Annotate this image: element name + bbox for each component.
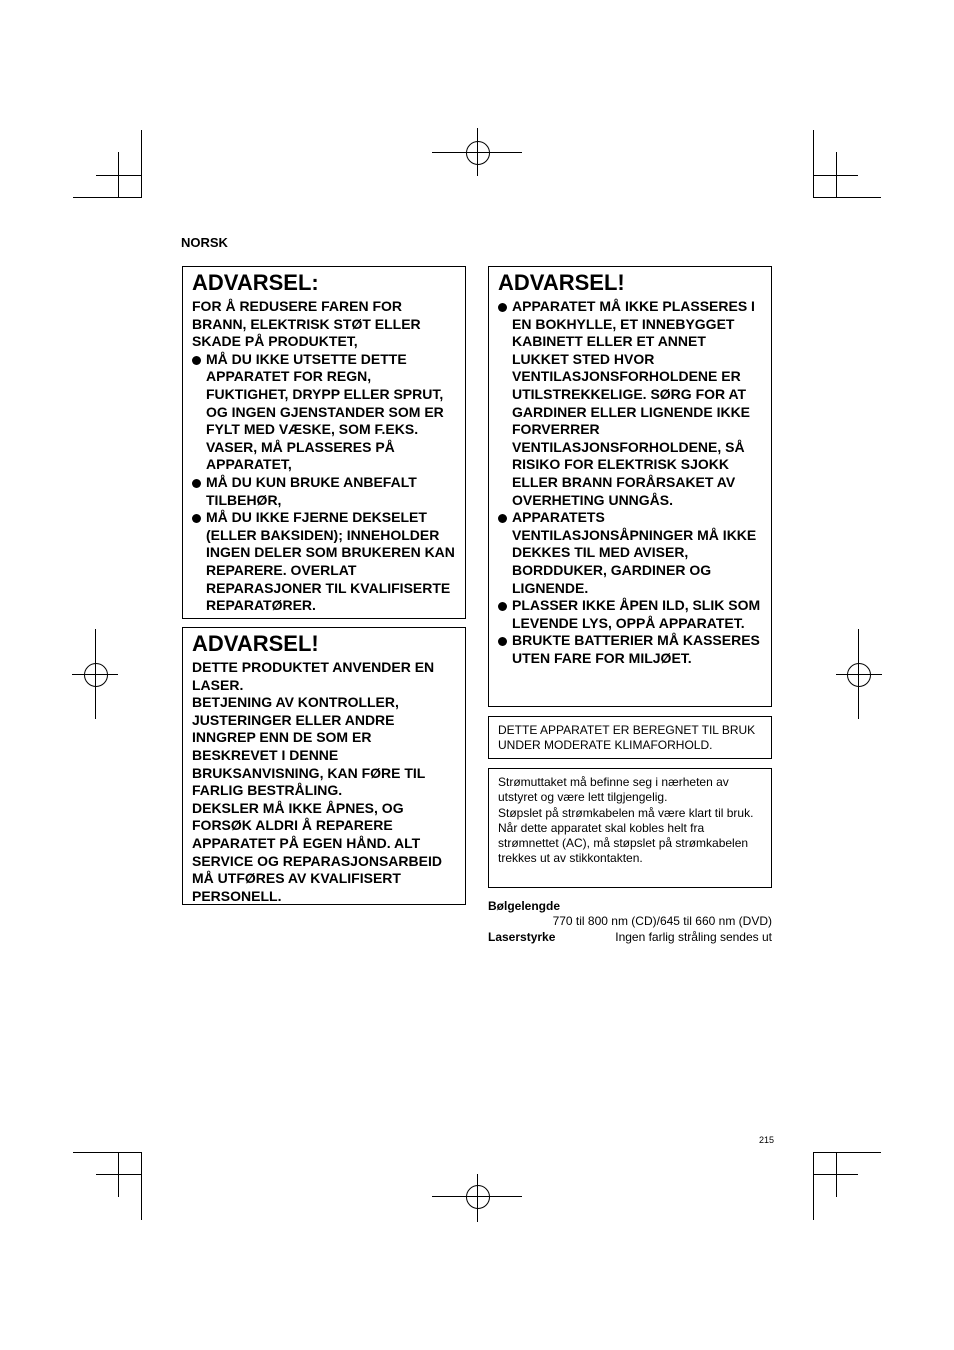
wavelength-value: 770 til 800 nm (CD)/645 til 660 nm (DVD) — [552, 914, 772, 929]
laser-power-value: Ingen farlig stråling sendes ut — [615, 929, 772, 944]
power-notice-line: Strømuttaket må befinne seg i nærheten av utstyret og være lett tilgjengelig. — [498, 775, 729, 805]
warning-heading: ADVARSEL: — [192, 270, 319, 295]
warning-paragraph: BETJENING AV KONTROLLER, JUSTERINGER ELLER ANDRE INNGREP ENN DE SOM ER BESKREVET I DENNE BRUKSANVISNING, KAN FØRE TIL FARLIG BESTRÅLING. — [192, 694, 426, 799]
bullet-icon — [498, 514, 507, 523]
wavelength-label: Bølgelengde — [488, 899, 561, 913]
list-item: APPARATETS VENTILASJONSÅPNINGER MÅ IKKE DEKKES TIL MED AVISER, BORDDUKER, GARDINER OG LIGNENDE. — [498, 509, 763, 597]
list-item: BRUKTE BATTERIER MÅ KASSERES UTEN FARE FOR MILJØET. — [498, 632, 763, 667]
power-notice-line: Når dette apparatet skal kobles helt fra strømnettet (AC), må støpslet på strømkabelen trekkes ut av stikkontakten. — [498, 820, 749, 866]
bullet-icon — [192, 514, 201, 523]
warning-heading: ADVARSEL! — [192, 631, 319, 656]
laser-specs — [488, 899, 772, 945]
list-item: MÅ DU KUN BRUKE ANBEFALT TILBEHØR, — [192, 474, 457, 509]
list-item: PLASSER IKKE ÅPEN ILD, SLIK SOM LEVENDE LYS, OPPÅ APPARATET. — [498, 597, 763, 632]
climate-notice-text: DETTE APPARATET ER BEREGNET TIL BRUK UNDER MODERATE KLIMAFORHOLD. — [498, 723, 756, 753]
list-item: MÅ DU IKKE FJERNE DEKSELET (ELLER BAKSIDEN); INNEHOLDER INGEN DELER SOM BRUKEREN KAN REPARERE. OVERLAT REPARASJONER TIL KVALIFISERTE REPARATØRER. — [192, 509, 457, 615]
warning-intro: FOR Å REDUSERE FAREN FOR BRANN, ELEKTRISK STØT ELLER SKADE PÅ PRODUKTET, — [192, 298, 421, 350]
page-number: 215 — [759, 1135, 775, 1145]
warning-heading: ADVARSEL! — [498, 270, 625, 295]
list-item: MÅ DU IKKE UTSETTE DETTE APPARATET FOR REGN, FUKTIGHET, DRYPP ELLER SPRUT, OG INGEN GJENSTANDER SOM ER FYLT MED VÆSKE, SOM F.EKS. VASER, MÅ PLASSERES PÅ APPARATET, — [192, 351, 457, 474]
list-item: APPARATET MÅ IKKE PLASSERES I EN BOKHYLLE, ET INNEBYGGET KABINETT ELLER ET ANNET LUKKET STED HVOR VENTILASJONSFORHOLDENE ER UTILSTREKKELIGE. SØRG FOR AT GARDINER ELLER LIGNENDE IKKE FORVERRER VENTILASJONSFORHOLDENE, SÅ RISIKO FOR ELEKTRISK SJOKK ELLER BRANN FORÅRSAKET AV OVERHETING UNNGÅS. — [498, 298, 763, 509]
warning-box-ventilation — [488, 266, 772, 707]
bullet-icon — [192, 479, 201, 488]
warning-paragraph: DETTE PRODUKTET ANVENDER EN LASER. — [192, 659, 435, 693]
power-notice-box — [488, 768, 772, 888]
power-notice-line: Støpslet på strømkabelen må være klart til bruk. — [498, 805, 754, 820]
bullet-icon — [498, 602, 507, 611]
laser-power-label: Laserstyrke — [488, 929, 556, 944]
warning-paragraph: DEKSLER MÅ IKKE ÅPNES, OG FORSØK ALDRI Å REPARERE APPARATET PÅ EGEN HÅND. ALT SERVICE OG REPARASJONSARBEID MÅ UTFØRES AV KVALIFISERT PERSONELL. — [192, 799, 442, 904]
warning-box-laser — [182, 627, 466, 905]
warning-box-fire-shock — [182, 266, 466, 619]
language-label: NORSK — [181, 235, 228, 250]
bullet-icon — [498, 637, 507, 646]
bullet-icon — [498, 303, 507, 312]
climate-notice-box — [488, 716, 772, 759]
bullet-icon — [192, 356, 201, 365]
